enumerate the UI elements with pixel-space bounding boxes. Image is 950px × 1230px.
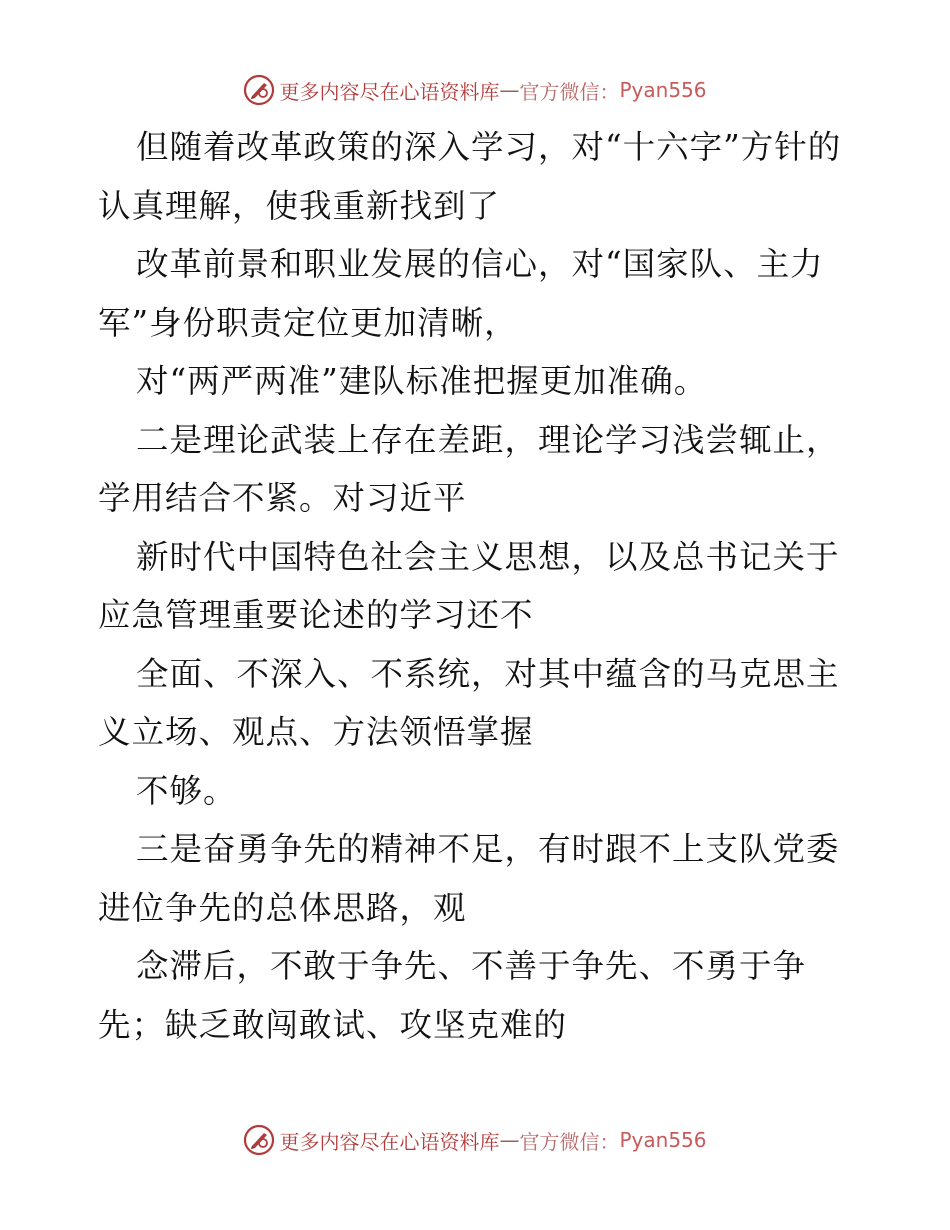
footer-banner-text — [279, 1126, 706, 1155]
paragraph: 全面、不深入、不系统，对其中蕴含的马克思主义立场、观点、方法领悟掌握 — [98, 654, 840, 751]
paragraph: 对“两严两准”建队标准把握更加准确。 — [136, 362, 708, 400]
paragraph: 二是理论武装上存在差距，理论学习浅尝辄止，学用结合不紧。对习近平 — [98, 420, 840, 517]
quill-seal-icon — [243, 74, 275, 106]
header-wechat-label: 官方微信： — [519, 79, 620, 104]
paragraph: 不够。 — [136, 771, 237, 810]
header-banner-text — [279, 76, 706, 105]
footer-brand: 更多内容尽在心语资料库 — [279, 1129, 500, 1154]
footer-wechat-label: 官方微信： — [519, 1129, 620, 1154]
header-brand: 更多内容尽在心语资料库 — [279, 79, 500, 104]
paragraph: 改革前景和职业发展的信心，对“国家队、主力军”身份职责定位更加清晰， — [98, 245, 824, 342]
paragraph: 但随着改革政策的深入学习，对“十六字”方针的认真理解，使我重新找到了 — [98, 128, 842, 225]
document-body — [98, 118, 858, 1054]
paragraph: 新时代中国特色社会主义思想，以及总书记关于应急管理重要论述的学习还不 — [98, 537, 840, 634]
header-banner — [0, 70, 950, 110]
header-separator: — — [499, 78, 520, 102]
footer-banner — [0, 1120, 950, 1160]
paragraph: 念滞后，不敢于争先、不善于争先、不勇于争先；缺乏敢闯敢试、攻坚克难的 — [98, 947, 807, 1044]
header-wechat-id: Pyan556 — [619, 78, 707, 102]
footer-wechat-id: Pyan556 — [619, 1128, 707, 1152]
footer-separator: — — [499, 1128, 520, 1152]
paragraph: 三是奋勇争先的精神不足，有时跟不上支队党委进位争先的总体思路，观 — [98, 830, 840, 927]
quill-seal-icon — [243, 1124, 275, 1156]
